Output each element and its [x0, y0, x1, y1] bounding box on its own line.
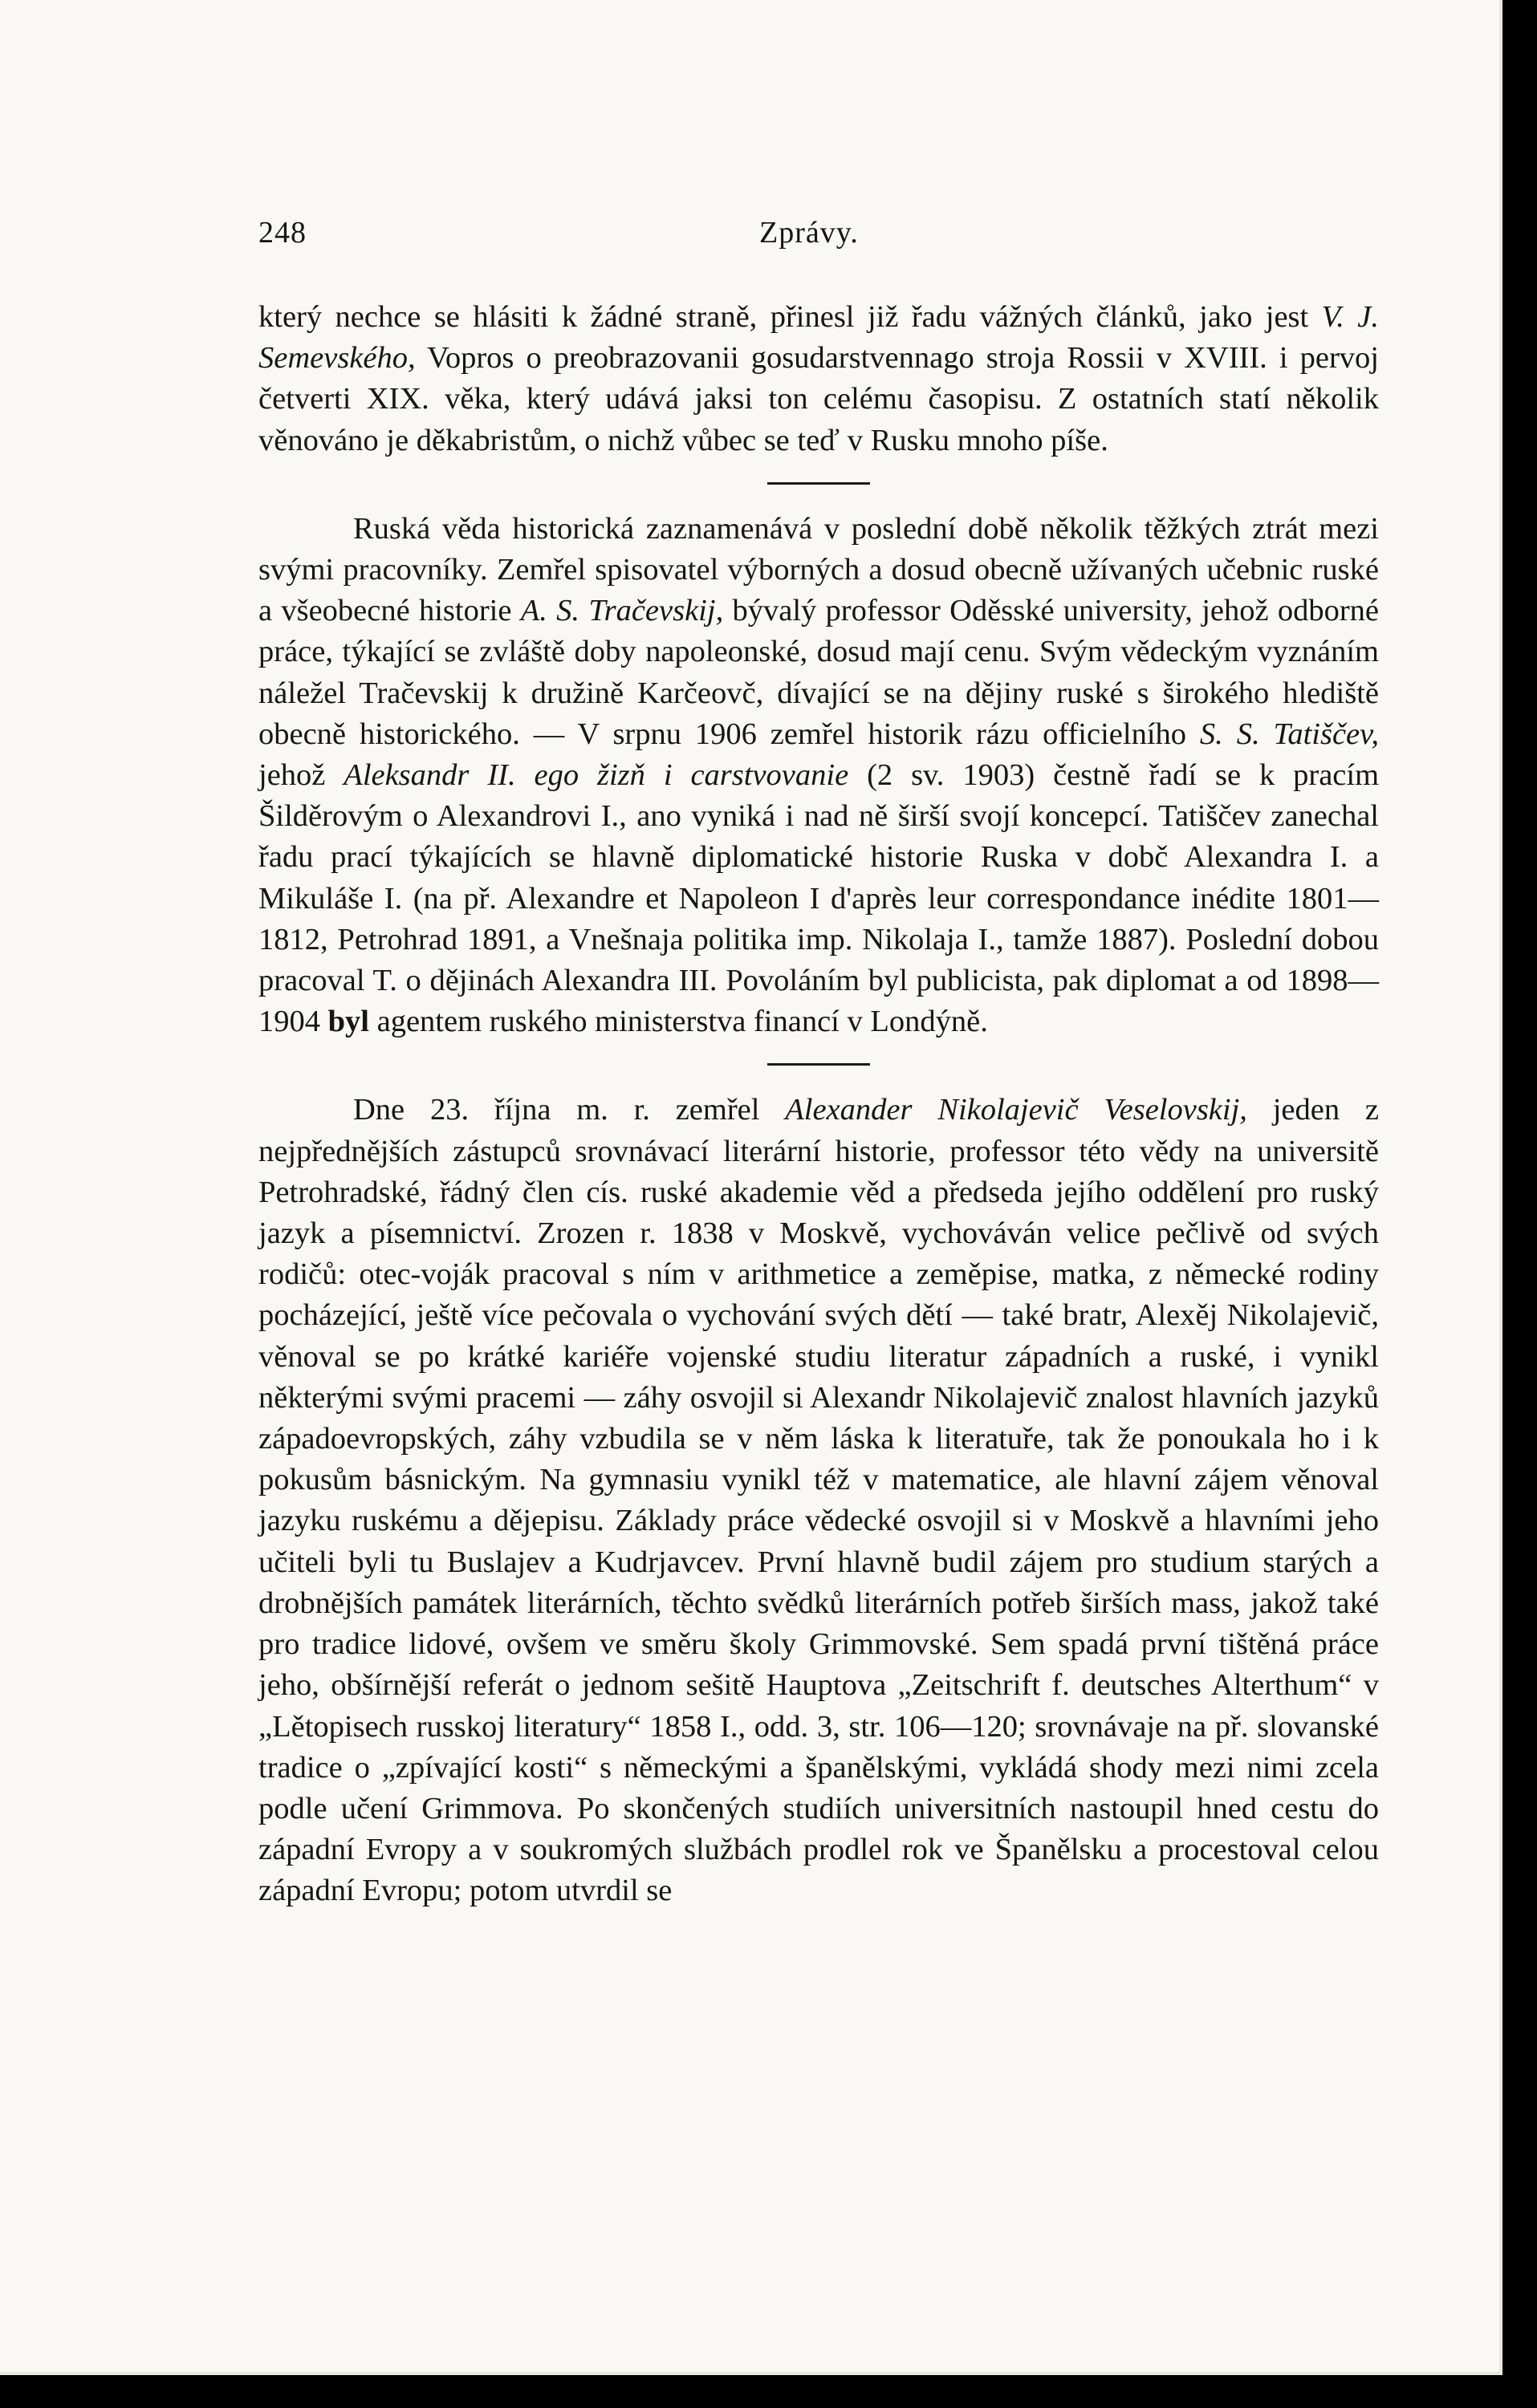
body-text — [258, 297, 1379, 1912]
section-divider — [767, 482, 870, 485]
text-run: který nechce se hlásiti k žádné straně, přinesl již řadu vážných článků, jako jest — [258, 300, 1322, 334]
person-name: Alexander Nikolajevič Veselovskij, — [785, 1093, 1247, 1127]
person-name: A. S. Tračevskij, — [520, 594, 724, 628]
text-run: bývalý professor Oděsské university, jehož odborné práce, týkající se zvláště doby napoleonské, dosud mají cenu. Svým vědeckým vyznáním náležel Tračevskij k družině Karčeovč, dívající se na dějiny ruské s širokého hlediště obecně historického. — V srpnu 1906 zemřel historik rázu officielního — [258, 594, 1379, 751]
work-title: Aleksandr II. ego žizň i carstvovanie — [344, 758, 849, 793]
paragraph-obituaries — [258, 509, 1379, 1043]
text-run: jeden z nejpřednějších zástupců srovnávací literární historie, professor této vědy na universitě Petrohradské, řádný člen cís. ruské akademie věd a předseda jejího oddělení pro ruský jazyk a písemnictví. Zrozen r. 1838 v Moskvě, vychováván velice pečlivě od svých rodičů: otec-voják pracoval s ním v arithmetice a zeměpise, matka, z německé rodiny pocházející, ještě více pečovala o vychování svých dětí — také bratr, Alexěj Nikolajevič, věnoval se po krátké kariéře vojenské studiu literatur západních a ruské, i vynikl některými svými pracemi — záhy osvojil si Alexandr Nikolajevič znalost hlavních jazyků západoevropských, záhy vzbudila se v něm láska k literatuře, tak že ponoukala ho i k pokusům básnickým. Na gymnasiu vynikl též v matematice, ale hlavní zájem věnoval jazyku ruskému a dějepisu. Základy práce vědecké osvojil si v Moskvě a hlavními jeho učiteli byli tu Buslajev a Kudrjavcev. První hlavně budil zájem pro studium starých a drobnějších památek literárních, těchto svědků literárních potřeb širších mass, jakož také pro tradice lidové, ovšem ve směru školy Grimmovské. Sem spadá první tištěná práce jeho, obšírnější referát o jednom sešitě Hauptova „Zeitschrift f. deutsches Alterthum“ v „Lětopisech russkoj literatury“ 1858 I., odd. 3, str. 106—120; srovnávaje na př. slovanské tradice o „zpívající kosti“ s německými a španělskými, vykládá shody mezi nimi zcela podle učení Grimmova. Po skončených studiích universitních nastoupil hned cestu do západní Evropy a v soukromých službách prodlel rok ve Španělsku a procestoval celou západní Evropu; potom utvrdil se — [258, 1093, 1379, 1908]
section-divider — [767, 1063, 870, 1066]
text-run: Vopros o preobrazovanii gosudarstvennago stroja Rossii v XVIII. i pervoj četverti XIX. věka, který udává jaksi ton celému časopisu. Z ostatních statí několik věnováno je děkabristům, o nichž vůbec se teď v Rusku mnoho píše. — [258, 341, 1379, 457]
text-run: agentem ruského ministerstva financí v Londýně. — [368, 1005, 988, 1039]
paragraph-veselovskij — [258, 1090, 1379, 1911]
text-run: (2 sv. 1903) čestně řadí se k pracím Šilděrovým o Alexandrovi I., ano vyniká i nad ně širší svojí koncepcí. Tatiščev zanechal řadu prací týkajících se hlavně diplomatické historie Ruska v dobč Alexandra I. a Mikuláše I. (na př. Alexandre et Napoleon I d'après leur correspondance inédite 1801—1812, Petrohrad 1891, a Vnešnaja politika imp. Nikolaja I., tamže 1887). Poslední dobou pracoval T. o dějinách Alexandra III. Povoláním byl publicista, pak diplomat a od 1898—1904 — [258, 758, 1380, 1039]
person-name: S. S. Tatiščev, — [1199, 717, 1379, 751]
running-head: Zprávy. — [759, 216, 859, 250]
text-run: jehož — [258, 758, 344, 793]
text-run: Dne 23. října m. r. zemřel — [353, 1093, 786, 1127]
author-name: V. J. Semevského, — [258, 300, 1379, 376]
paragraph-continuation — [258, 297, 1379, 461]
bold-word: byl — [327, 1005, 369, 1039]
page-number: 248 — [258, 216, 307, 250]
text-run: Ruská věda historická zaznamenává v poslední době několik těžkých ztrát mezi svými pracovníky. Zemřel spisovatel výborných a dosud obecně užívaných učebnic ruské a všeobecné historie — [258, 511, 1379, 628]
